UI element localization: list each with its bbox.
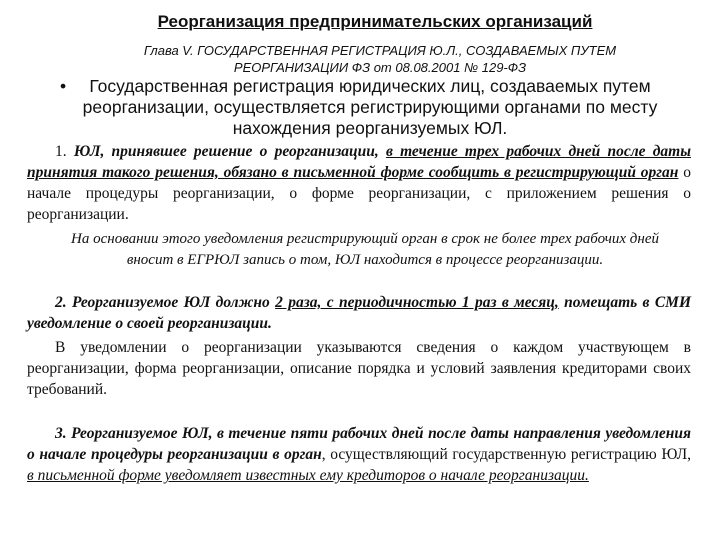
point-1-lead: 1. xyxy=(55,143,74,160)
registration-note: На основании этого уведомления регистрирующий орган в срок не более трех рабочих дней вносит в ЕГРЮЛ запись о том, ЮЛ находится в процессе реорганизации. xyxy=(71,231,659,268)
slide-title: Реорганизация предпринимательских организаций xyxy=(157,12,593,31)
point-3-underlined: в письменной форме уведомляет известных ему кредиторов о начале реорганизации. xyxy=(27,467,589,484)
bullet-paragraph xyxy=(50,76,690,139)
point-2-lead: 2. Реорганизуемое ЮЛ должно xyxy=(55,294,276,311)
slide-subtitle xyxy=(0,42,720,76)
point-3-paragraph xyxy=(27,423,691,486)
point-1-rest: о начале процедуры реорганизации, о форме реорганизации, с приложением решения о реорганизации. xyxy=(27,164,691,223)
point-3-bold: 3. Реорганизуемое ЮЛ, в течение пяти рабочих дней после даты направления уведомления о начале процедуры реорганизации в орган xyxy=(27,425,691,463)
point-1-sep: , xyxy=(374,143,386,160)
point-2-rest: помещать в СМИ уведомление о своей реорганизации. xyxy=(27,294,692,332)
point-2-details-text: В уведомлении о реорганизации указываются сведения о каждом участвующем в реорганизации, форма реорганизации, описание порядка и условий заявления кредиторами своих требований. xyxy=(27,339,691,398)
subtitle-line-2: РЕОРГАНИЗАЦИИ ФЗ от 08.08.2001 № 129-ФЗ xyxy=(233,60,527,75)
point-2-details xyxy=(27,337,691,400)
bullet-icon: • xyxy=(60,76,67,96)
point-1-obligation: в течение трех рабочих дней после даты принятия такого решения, обязано в письменной форме сообщить в регистрирующий орган xyxy=(27,143,691,181)
subtitle-line-1: Глава V. ГОСУДАРСТВЕННАЯ РЕГИСТРАЦИЯ Ю.Л., СОЗДАВАЕМЫХ ПУТЕМ xyxy=(143,43,617,58)
bullet-text: Государственная регистрация юридических лиц, создаваемых путем реорганизации, осуществляется регистрирующими органами по месту нахождения реорганизуемых ЮЛ. xyxy=(82,76,658,138)
point-2-paragraph xyxy=(27,292,691,334)
point-3-plain: , осуществляющий государственную регистрацию ЮЛ, xyxy=(321,446,691,463)
point-2-frequency: 2 раза, с периодичностью 1 раз в месяц, xyxy=(275,294,559,311)
point-1-subject: ЮЛ, принявшее решение о реорганизации xyxy=(73,143,375,160)
point-1-paragraph xyxy=(27,141,691,225)
